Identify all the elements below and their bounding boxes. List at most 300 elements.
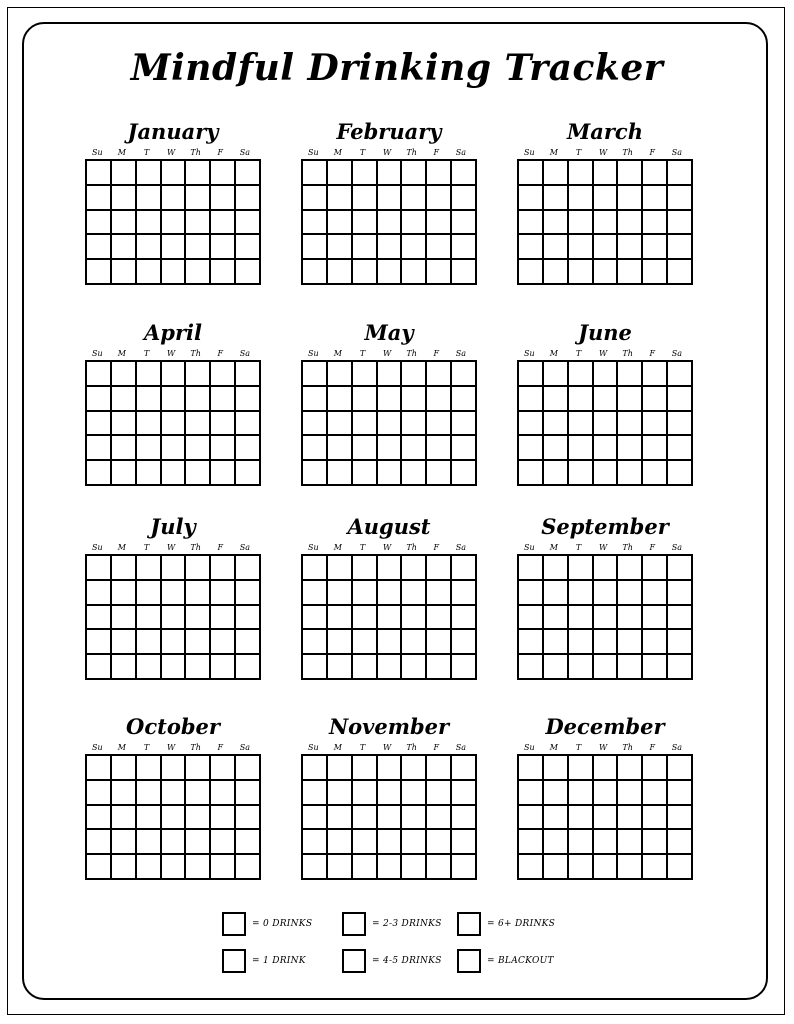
day-cell [569, 781, 594, 806]
day-cell [427, 556, 452, 581]
day-cell [452, 260, 477, 285]
weekday-label: Sa [455, 148, 466, 157]
day-cell [427, 855, 452, 880]
day-cell [186, 387, 211, 412]
day-cell [378, 606, 403, 631]
legend-item [342, 949, 442, 973]
weekday-header [85, 348, 261, 360]
day-grid [301, 754, 477, 880]
day-cell [328, 806, 353, 831]
day-cell [402, 756, 427, 781]
day-cell [643, 260, 668, 285]
day-cell [303, 606, 328, 631]
day-cell [87, 362, 112, 387]
day-cell [427, 362, 452, 387]
day-cell [162, 260, 187, 285]
day-cell [402, 606, 427, 631]
day-cell [569, 362, 594, 387]
weekday-label: T [575, 543, 582, 552]
day-cell [402, 211, 427, 236]
day-cell [569, 556, 594, 581]
day-cell [328, 556, 353, 581]
weekday-label: F [433, 349, 440, 358]
weekday-label: F [433, 148, 440, 157]
day-cell [452, 781, 477, 806]
weekday-label: W [382, 743, 392, 752]
weekday-label: F [649, 743, 656, 752]
day-grid [517, 554, 693, 680]
legend-label: = 6+ DRINKS [487, 919, 556, 929]
day-cell [186, 606, 211, 631]
day-cell [544, 655, 569, 680]
day-cell [402, 781, 427, 806]
weekday-label: Su [523, 148, 535, 157]
weekday-label: F [433, 543, 440, 552]
day-cell [668, 630, 693, 655]
day-cell [544, 161, 569, 186]
day-cell [112, 260, 137, 285]
day-cell [353, 412, 378, 437]
weekday-label: F [433, 743, 440, 752]
day-cell [668, 461, 693, 486]
day-cell [569, 235, 594, 260]
day-cell [668, 186, 693, 211]
legend-checkbox [342, 949, 366, 973]
day-cell [236, 235, 261, 260]
day-cell [211, 781, 236, 806]
day-cell [378, 362, 403, 387]
legend-label: = 4-5 DRINKS [372, 956, 442, 966]
day-cell [186, 855, 211, 880]
day-cell [162, 186, 187, 211]
day-cell [328, 461, 353, 486]
day-cell [402, 362, 427, 387]
day-cell [353, 806, 378, 831]
day-cell [668, 412, 693, 437]
day-cell [643, 655, 668, 680]
day-cell [618, 655, 643, 680]
day-cell [594, 606, 619, 631]
day-cell [452, 606, 477, 631]
weekday-label: Su [523, 743, 535, 752]
day-cell [137, 830, 162, 855]
day-cell [186, 781, 211, 806]
weekday-label: T [575, 349, 582, 358]
day-cell [427, 630, 452, 655]
day-cell [378, 436, 403, 461]
month-name: April [144, 320, 202, 345]
day-cell [186, 581, 211, 606]
day-cell [427, 235, 452, 260]
day-cell [643, 186, 668, 211]
day-cell [569, 581, 594, 606]
day-cell [353, 556, 378, 581]
day-cell [544, 855, 569, 880]
day-cell [519, 606, 544, 631]
weekday-label: T [143, 543, 150, 552]
day-cell [87, 412, 112, 437]
weekday-label: W [598, 349, 608, 358]
day-cell [402, 412, 427, 437]
day-cell [162, 387, 187, 412]
day-cell [519, 461, 544, 486]
day-cell [544, 387, 569, 412]
day-cell [618, 362, 643, 387]
day-cell [402, 655, 427, 680]
day-cell [519, 655, 544, 680]
weekday-label: W [382, 148, 392, 157]
day-cell [211, 556, 236, 581]
day-cell [236, 461, 261, 486]
day-cell [569, 186, 594, 211]
weekday-label: F [649, 349, 656, 358]
day-cell [378, 556, 403, 581]
day-cell [137, 211, 162, 236]
day-cell [303, 161, 328, 186]
weekday-label: Sa [671, 349, 682, 358]
weekday-label: Sa [671, 743, 682, 752]
day-cell [544, 260, 569, 285]
day-cell [162, 556, 187, 581]
day-cell [353, 855, 378, 880]
weekday-label: W [166, 148, 176, 157]
day-cell [594, 806, 619, 831]
day-grid [301, 159, 477, 285]
day-cell [353, 161, 378, 186]
day-cell [519, 630, 544, 655]
weekday-label: M [333, 543, 342, 552]
day-cell [519, 756, 544, 781]
day-cell [544, 606, 569, 631]
day-cell [162, 461, 187, 486]
day-cell [303, 556, 328, 581]
day-cell [303, 830, 328, 855]
day-cell [378, 260, 403, 285]
day-cell [668, 161, 693, 186]
day-cell [328, 436, 353, 461]
day-cell [137, 436, 162, 461]
day-grid [85, 554, 261, 680]
weekday-label: M [549, 349, 558, 358]
day-cell [402, 630, 427, 655]
day-cell [427, 806, 452, 831]
weekday-label: Su [523, 349, 535, 358]
day-cell [211, 806, 236, 831]
weekday-label: M [549, 148, 558, 157]
day-cell [618, 855, 643, 880]
day-cell [236, 655, 261, 680]
day-cell [594, 830, 619, 855]
day-cell [112, 581, 137, 606]
weekday-label: T [143, 148, 150, 157]
weekday-label: M [549, 743, 558, 752]
day-cell [668, 556, 693, 581]
day-cell [618, 186, 643, 211]
day-cell [328, 211, 353, 236]
weekday-label: T [575, 743, 582, 752]
weekday-header [517, 742, 693, 754]
day-cell [452, 756, 477, 781]
page-title: Mindful Drinking Tracker [130, 47, 664, 89]
day-cell [303, 260, 328, 285]
day-cell [594, 387, 619, 412]
day-cell [452, 436, 477, 461]
day-cell [643, 781, 668, 806]
day-cell [618, 806, 643, 831]
weekday-label: W [382, 349, 392, 358]
month-name: January [127, 119, 219, 144]
weekday-label: Sa [239, 148, 250, 157]
day-grid [301, 554, 477, 680]
day-cell [544, 211, 569, 236]
day-cell [137, 461, 162, 486]
day-cell [378, 235, 403, 260]
weekday-label: W [166, 349, 176, 358]
day-cell [544, 436, 569, 461]
weekday-label: F [217, 743, 224, 752]
day-cell [328, 161, 353, 186]
legend-label: = 1 DRINK [252, 956, 306, 966]
day-cell [112, 436, 137, 461]
weekday-header [517, 348, 693, 360]
day-cell [427, 161, 452, 186]
legend-label: = 2-3 DRINKS [372, 919, 442, 929]
day-cell [427, 387, 452, 412]
day-cell [452, 655, 477, 680]
day-cell [303, 630, 328, 655]
day-cell [618, 412, 643, 437]
weekday-label: T [143, 349, 150, 358]
day-cell [328, 260, 353, 285]
day-cell [544, 581, 569, 606]
day-cell [211, 436, 236, 461]
weekday-label: Sa [455, 543, 466, 552]
weekday-header [301, 147, 477, 159]
day-cell [668, 655, 693, 680]
day-cell [303, 387, 328, 412]
weekday-label: F [217, 543, 224, 552]
day-cell [569, 387, 594, 412]
day-cell [328, 362, 353, 387]
month-name: November [328, 714, 450, 739]
day-cell [137, 781, 162, 806]
day-cell [594, 781, 619, 806]
day-cell [594, 461, 619, 486]
day-cell [618, 606, 643, 631]
day-cell [186, 186, 211, 211]
day-cell [594, 581, 619, 606]
day-cell [137, 260, 162, 285]
day-cell [236, 211, 261, 236]
day-cell [303, 211, 328, 236]
day-cell [353, 581, 378, 606]
day-cell [452, 461, 477, 486]
day-cell [569, 260, 594, 285]
weekday-label: Sa [239, 543, 250, 552]
day-cell [236, 362, 261, 387]
day-cell [544, 362, 569, 387]
weekday-label: Sa [239, 349, 250, 358]
day-cell [328, 606, 353, 631]
day-cell [569, 630, 594, 655]
legend-checkbox [457, 912, 481, 936]
legend-item [222, 912, 312, 936]
day-cell [353, 756, 378, 781]
day-cell [618, 235, 643, 260]
day-cell [643, 606, 668, 631]
day-cell [303, 855, 328, 880]
legend-label: = BLACKOUT [487, 956, 554, 966]
weekday-label: T [359, 349, 366, 358]
day-cell [211, 655, 236, 680]
day-cell [236, 830, 261, 855]
weekday-label: Sa [455, 349, 466, 358]
day-cell [544, 235, 569, 260]
day-cell [594, 260, 619, 285]
weekday-label: Su [91, 543, 103, 552]
day-cell [112, 855, 137, 880]
day-cell [594, 655, 619, 680]
day-grid [85, 159, 261, 285]
day-cell [112, 235, 137, 260]
weekday-label: Th [406, 148, 417, 157]
day-cell [402, 387, 427, 412]
day-cell [87, 436, 112, 461]
day-cell [643, 461, 668, 486]
month-name: March [567, 119, 643, 144]
legend-item [342, 912, 442, 936]
weekday-label: Th [190, 148, 201, 157]
day-cell [569, 412, 594, 437]
day-cell [211, 756, 236, 781]
weekday-label: W [166, 543, 176, 552]
day-cell [303, 806, 328, 831]
day-cell [519, 235, 544, 260]
day-cell [569, 756, 594, 781]
day-cell [112, 655, 137, 680]
weekday-header [85, 742, 261, 754]
day-cell [594, 436, 619, 461]
day-cell [378, 412, 403, 437]
day-cell [452, 630, 477, 655]
day-cell [211, 260, 236, 285]
weekday-label: Th [622, 349, 633, 358]
day-cell [303, 655, 328, 680]
weekday-label: M [333, 148, 342, 157]
day-cell [162, 630, 187, 655]
weekday-label: W [598, 543, 608, 552]
day-cell [569, 855, 594, 880]
weekday-label: M [117, 349, 126, 358]
month-name: December [545, 714, 665, 739]
month-name: June [578, 320, 632, 345]
day-cell [643, 630, 668, 655]
day-grid [85, 360, 261, 486]
month-name: May [364, 320, 414, 345]
day-cell [137, 655, 162, 680]
day-cell [186, 461, 211, 486]
day-cell [519, 855, 544, 880]
day-cell [378, 855, 403, 880]
day-cell [211, 412, 236, 437]
day-cell [402, 235, 427, 260]
day-cell [544, 556, 569, 581]
day-cell [353, 211, 378, 236]
weekday-label: M [549, 543, 558, 552]
weekday-label: Sa [455, 743, 466, 752]
day-cell [186, 412, 211, 437]
day-cell [112, 362, 137, 387]
day-cell [137, 806, 162, 831]
day-cell [186, 161, 211, 186]
day-cell [236, 436, 261, 461]
weekday-label: F [649, 543, 656, 552]
day-cell [402, 855, 427, 880]
day-cell [544, 412, 569, 437]
day-cell [211, 461, 236, 486]
day-cell [236, 260, 261, 285]
day-cell [112, 630, 137, 655]
day-cell [303, 412, 328, 437]
day-cell [378, 186, 403, 211]
day-cell [87, 630, 112, 655]
weekday-label: M [117, 543, 126, 552]
legend-checkbox [222, 912, 246, 936]
day-cell [112, 806, 137, 831]
day-cell [402, 556, 427, 581]
day-cell [303, 756, 328, 781]
weekday-label: T [575, 148, 582, 157]
weekday-header [301, 742, 477, 754]
day-cell [328, 186, 353, 211]
day-cell [378, 387, 403, 412]
day-grid [301, 360, 477, 486]
weekday-label: Th [190, 349, 201, 358]
day-cell [162, 606, 187, 631]
weekday-label: Su [91, 148, 103, 157]
weekday-label: Sa [671, 148, 682, 157]
day-cell [211, 186, 236, 211]
day-cell [452, 161, 477, 186]
day-cell [353, 781, 378, 806]
day-cell [569, 161, 594, 186]
day-cell [186, 260, 211, 285]
day-cell [452, 855, 477, 880]
day-cell [236, 756, 261, 781]
day-cell [236, 606, 261, 631]
day-cell [211, 362, 236, 387]
day-cell [594, 161, 619, 186]
weekday-label: Sa [671, 543, 682, 552]
day-cell [378, 781, 403, 806]
day-cell [87, 830, 112, 855]
day-cell [211, 855, 236, 880]
weekday-header [301, 542, 477, 554]
day-cell [452, 830, 477, 855]
day-cell [378, 630, 403, 655]
day-cell [236, 806, 261, 831]
weekday-label: M [117, 148, 126, 157]
day-cell [112, 461, 137, 486]
day-cell [87, 387, 112, 412]
day-cell [353, 387, 378, 412]
day-cell [303, 362, 328, 387]
day-cell [87, 781, 112, 806]
day-cell [87, 235, 112, 260]
day-cell [186, 235, 211, 260]
day-cell [427, 412, 452, 437]
weekday-label: T [359, 743, 366, 752]
